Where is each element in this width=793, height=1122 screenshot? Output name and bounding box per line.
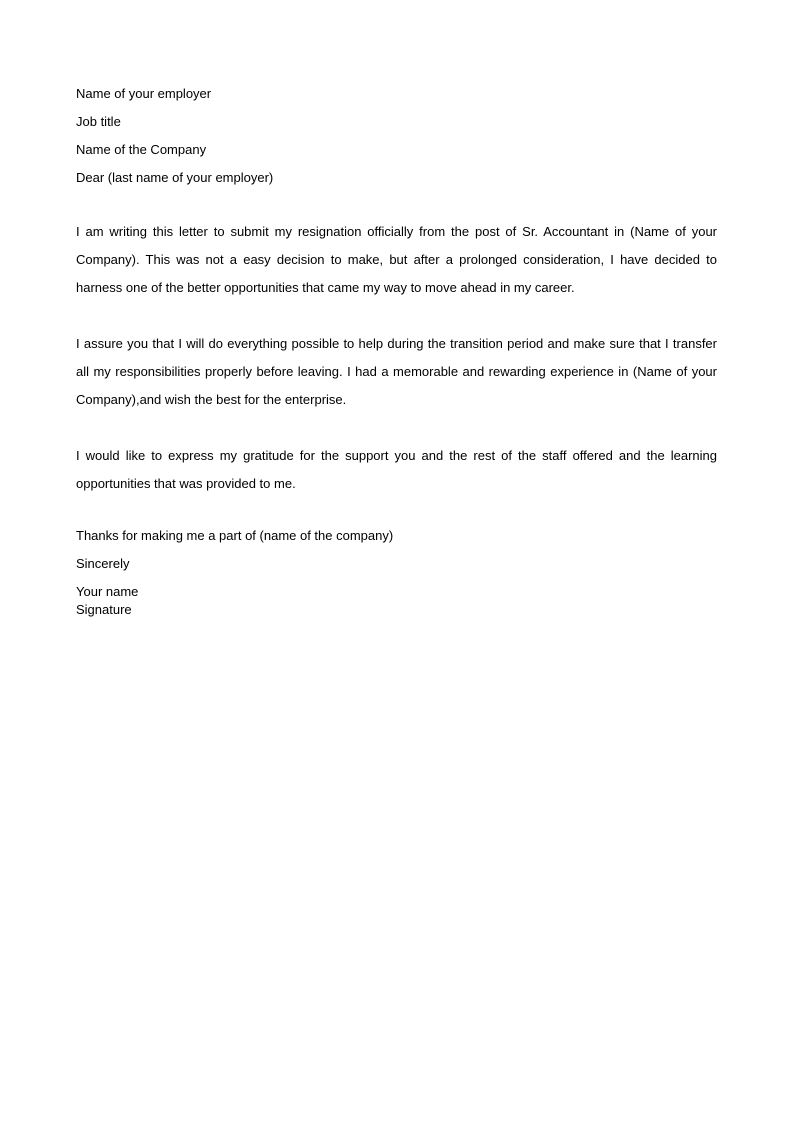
spacer: [76, 302, 717, 330]
company-name: Name of the Company: [76, 142, 207, 157]
spacer: [76, 414, 717, 442]
paragraph-transition: I assure you that I will do everything possible to help during the transition period and make sure that I transfer all my responsibilities properly before leaving. I had a memorable and rewarding experience in (Name of your Company),and wish the best for the enterprise.: [76, 336, 717, 407]
thanks-line: Thanks for making me a part of (name of the company): [76, 528, 394, 543]
your-name: Your name: [76, 584, 139, 599]
paragraph-resignation: I am writing this letter to submit my resignation officially from the post of Sr. Accountant in (Name of your Company). This was not a easy decision to make, but after a prolonged consideration, I have decided to harness one of the better opportunities that came my way to move ahead in my career.: [76, 224, 717, 295]
job-title: Job title: [76, 114, 121, 129]
letter-page: [76, 84, 717, 628]
paragraph-gratitude: I would like to express my gratitude for the support you and the rest of the staff offered and the learning opportunities that was provided to me.: [76, 448, 717, 491]
sign-off: Sincerely: [76, 556, 130, 571]
signature: Signature: [76, 602, 132, 617]
spacer: [76, 498, 717, 526]
employer-name: Name of your employer: [76, 86, 212, 101]
salutation: Dear (last name of your employer): [76, 170, 274, 185]
